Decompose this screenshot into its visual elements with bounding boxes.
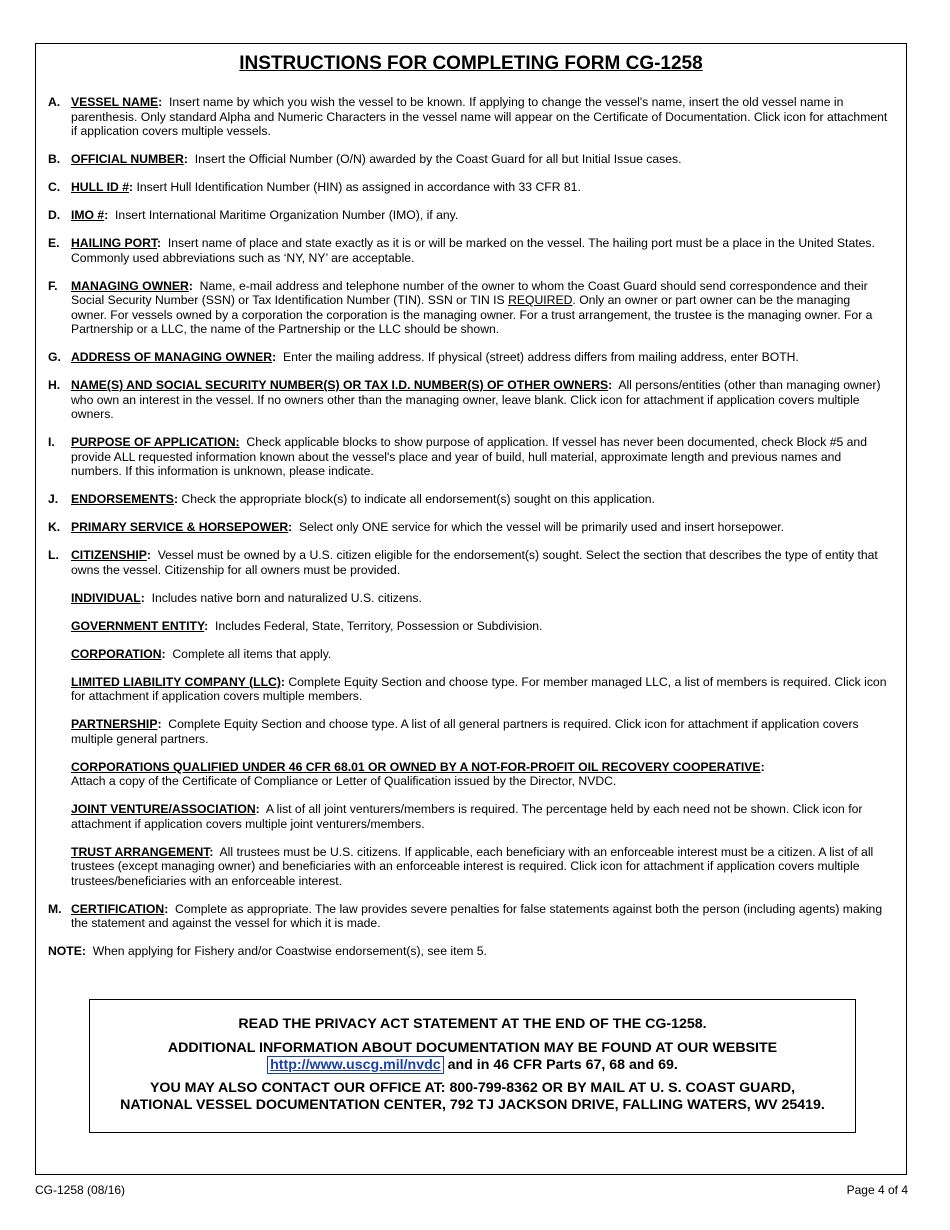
sub-text: Attach a copy of the Certificate of Compliance or Letter of Qualification issued by the Director, NVDC. — [71, 774, 617, 788]
sub-text: Includes native born and naturalized U.S. citizens. — [151, 590, 422, 605]
page-title: INSTRUCTIONS FOR COMPLETING FORM CG-1258 — [239, 53, 703, 74]
item-label: OFFICIAL NUMBER — [71, 152, 184, 166]
citizenship-corporation: CORPORATION: Complete all items that apply. — [71, 646, 332, 661]
sub-label: JOINT VENTURE/ASSOCIATION — [71, 802, 256, 816]
item-label: HAILING PORT — [71, 236, 157, 250]
item-l: L. CITIZENSHIP: Vessel must be owned by a U.S. citizen eligible for the endorsement(s) sought. Select the section that describes the type of entity that owns the vessel. Citizenship for all owners must be provided. — [48, 548, 878, 577]
citizenship-joint-venture: JOINT VENTURE/ASSOCIATION: A list of all joint venturers/members is required. The percentage held by each need not be shown. Click icon for attachment if application covers multiple joint venturers/members. — [71, 802, 863, 831]
item-i — [48, 435, 888, 479]
sub-text: A list of all joint venturers/members is required. The percentage held by each need not be shown. Click icon for attachment if application covers multiple joint venturers/members. — [71, 802, 863, 831]
item-letter: C. — [48, 180, 61, 194]
sub-text: All trustees must be U.S. citizens. If applicable, each beneficiary with an enforceable interest must be a citizen. A list of all trustees (except managing owner) and beneficiaries with an enforceable interest is required. Click icon for attachment if application covers multiple trustees/beneficiaries with an enforceable interest. — [71, 844, 874, 888]
item-letter: H. — [48, 378, 61, 392]
note-label: NOTE: — [48, 944, 86, 958]
sub-text: Complete Equity Section and choose type. A list of all general partners is required. Click icon for attachment if application covers multiple general partners. — [71, 717, 859, 746]
item-d: D. IMO #: Insert International Maritime Organization Number (IMO), if any. — [48, 208, 459, 222]
item-letter: J. — [48, 492, 59, 506]
contact-notice — [90, 1080, 855, 1113]
item-text: Insert name by which you wish the vessel to be known. If applying to change the vessel's name, insert the old vessel name in parenthesis. Only standard Alpha and Numeric Characters in the vessel name will appear on the Certificate of Documentation. Click icon for attachment if application covers multiple vessels. — [71, 95, 888, 138]
item-text: Insert International Maritime Organization Number (IMO), if any. — [115, 208, 459, 222]
item-text: Name, e-mail address and telephone number of the owner to whom the Coast Guard should send correspondence and their Social Security Number (SSN) or Tax Identification Number (TIN). SSN or TIN IS — [71, 278, 868, 307]
item-text: . Only an owner or part owner can be the managing owner. For vessels owned by a corporation the corporation is the managing owner. For a trust arrangement, the trustee is the managing owner. For a Partnership or a LLC, the name of the Partnership or the LLC should be shown. — [71, 293, 873, 336]
sub-label: INDIVIDUAL — [71, 590, 141, 605]
note — [48, 944, 888, 959]
citizenship-partnership: PARTNERSHIP: Complete Equity Section and choose type. A list of all general partners is required. Click icon for attachment if application covers multiple general partners. — [71, 717, 859, 746]
notice-box — [89, 999, 856, 1133]
item-m: M. CERTIFICATION: Complete as appropriate. The law provides severe penalties for false statements against both the person (including agents) making the statement and against the vessel for which it is made. — [48, 901, 883, 930]
item-a: A. VESSEL NAME: Insert name by which you wish the vessel to be known. If applying to change the vessel's name, insert the old vessel name in parenthesis. Only standard Alpha and Numeric Characters in the vessel name will appear on the Certificate of Documentation. Click icon for attachment if application covers multiple vessels. — [48, 95, 888, 138]
note-text: When applying for Fishery and/or Coastwise endorsement(s), see item 5. — [92, 944, 487, 958]
cfr-text: and in 46 CFR Parts 67, 68 and 69. — [443, 1056, 678, 1073]
item-j: J. ENDORSEMENTS: Check the appropriate block(s) to indicate all endorsement(s) sought on this application. — [48, 492, 655, 506]
item-c: C. HULL ID #: Insert Hull Identification Number (HIN) as assigned in accordance with 33 CFR 81. — [48, 180, 581, 194]
item-letter: K. — [48, 520, 61, 534]
website-notice — [90, 1040, 855, 1073]
sub-label: PARTNERSHIP — [71, 717, 158, 731]
item-text: Complete as appropriate. The law provides severe penalties for false statements against both the person (including agents) making the statement and against the vessel for which it is made. — [71, 901, 883, 930]
contact-line-2: NATIONAL VESSEL DOCUMENTATION CENTER, 792 TJ JACKSON DRIVE, FALLING WATERS, WV 25419. — [120, 1096, 825, 1113]
item-letter: L. — [48, 548, 59, 562]
item-label: ADDRESS OF MANAGING OWNER — [71, 350, 273, 364]
sub-label: CORPORATIONS QUALIFIED UNDER 46 CFR 68.01 OR OWNED BY A NOT-FOR-PROFIT OIL RECOVERY COOPERATIVE — [71, 759, 761, 774]
sub-label: GOVERNMENT ENTITY — [71, 618, 205, 633]
sub-label: LIMITED LIABILITY COMPANY (LLC) — [71, 674, 281, 689]
citizenship-llc: LIMITED LIABILITY COMPANY (LLC): Complete Equity Section and choose type. For member managed LLC, a list of members is required. Click icon for attachment if application covers multiple members. — [71, 674, 887, 703]
sub-text: Complete Equity Section and choose type. For member managed LLC, a list of members is required. Click icon for attachment if application covers multiple members. — [71, 674, 887, 703]
item-label: MANAGING OWNER — [71, 278, 189, 293]
item-label: IMO # — [71, 208, 105, 222]
citizenship-qualified: CORPORATIONS QUALIFIED UNDER 46 CFR 68.01 OR OWNED BY A NOT-FOR-PROFIT OIL RECOVERY COOPERATIVE: Attach a copy of the Certificate of Compliance or Letter of Qualification issued by the Director, NVDC. — [71, 759, 765, 788]
required-text: REQUIRED — [508, 293, 573, 307]
item-letter: D. — [48, 208, 61, 222]
item-g: G. ADDRESS OF MANAGING OWNER: Enter the mailing address. If physical (street) address differs from mailing address, enter BOTH. — [48, 350, 799, 364]
contact-line-1: YOU MAY ALSO CONTACT OUR OFFICE AT: 800-799-8362 OR BY MAIL AT U. S. COAST GUARD, — [149, 1080, 796, 1096]
sub-label: CORPORATION — [71, 646, 162, 661]
item-label: VESSEL NAME — [71, 95, 159, 109]
item-label: CITIZENSHIP — [71, 548, 147, 562]
item-text: All persons/entities (other than managing owner) who own an interest in the vessel. If no owners other than the managing owner, leave blank. Click icon for attachment if application covers multiple owners. — [71, 378, 881, 421]
item-text: Enter the mailing address. If physical (street) address differs from mailing address, enter BOTH. — [282, 350, 799, 364]
item-letter: I. — [48, 435, 55, 449]
citizenship-trust: TRUST ARRANGEMENT: All trustees must be U.S. citizens. If applicable, each beneficiary with an enforceable interest must be a citizen. A list of all trustees (except managing owner) and beneficiaries with an enforceable interest is required. Click icon for attachment if application covers multiple trustees/beneficiaries with an enforceable interest. — [71, 844, 874, 888]
item-text: Insert Hull Identification Number (HIN) as assigned in accordance with 33 CFR 81. — [136, 180, 581, 194]
item-letter: F. — [48, 278, 58, 293]
item-e: E. HAILING PORT: Insert name of place and state exactly as it is or will be marked on the vessel. The hailing port must be a place in the United States. Commonly used abbreviations such as ‘NY, NY’ are acceptable. — [48, 236, 875, 265]
item-letter: G. — [48, 350, 61, 364]
sub-text: Includes Federal, State, Territory, Possession or Subdivision. — [215, 618, 543, 633]
item-label: NAME(S) AND SOCIAL SECURITY NUMBER(S) OR TAX I.D. NUMBER(S) OF OTHER OWNERS — [71, 378, 609, 392]
item-letter: E. — [48, 236, 60, 250]
instructions-list — [48, 95, 888, 959]
item-letter: B. — [48, 152, 61, 166]
item-label: PURPOSE OF APPLICATION: — [71, 435, 240, 449]
form-id: CG-1258 (08/16) — [35, 1183, 126, 1197]
website-link[interactable]: http://www.uscg.mil/nvdc — [267, 1056, 444, 1074]
sub-label: TRUST ARRANGEMENT — [71, 844, 210, 859]
item-h: H. NAME(S) AND SOCIAL SECURITY NUMBER(S) OR TAX I.D. NUMBER(S) OF OTHER OWNERS: All persons/entities (other than managing owner) who own an interest in the vessel. If no owners other than the managing owner, leave blank. Click icon for attachment if application covers multiple owners. — [48, 378, 881, 421]
item-text: Select only ONE service for which the vessel will be primarily used and insert horsepower. — [299, 520, 784, 534]
page-number: Page 4 of 4 — [846, 1183, 908, 1197]
item-text: Insert the Official Number (O/N) awarded by the Coast Guard for all but Initial Issue cases. — [194, 152, 682, 166]
item-text: Insert name of place and state exactly as it is or will be marked on the vessel. The hailing port must be a place in the United States. Commonly used abbreviations such as ‘NY, NY’ are acceptable. — [71, 236, 875, 265]
item-b: B. OFFICIAL NUMBER: Insert the Official Number (O/N) awarded by the Coast Guard for all but Initial Issue cases. — [48, 152, 682, 166]
item-label: ENDORSEMENTS — [71, 492, 174, 506]
item-letter: M. — [48, 901, 62, 916]
item-f: F. MANAGING OWNER: Name, e-mail address and telephone number of the owner to whom the Coast Guard should send correspondence and their Social Security Number (SSN) or Tax Identification Number (TIN). SSN or TIN IS REQUIRED. Only an owner or part owner can be the managing owner. For vessels owned by a corporation the corporation is the managing owner. For a trust arrangement, the trustee is the managing owner. For a Partnership or a LLC, the name of the Partnership or the LLC should be shown. — [48, 278, 873, 336]
citizenship-individual: INDIVIDUAL: Includes native born and naturalized U.S. citizens. — [71, 590, 422, 605]
item-label: CERTIFICATION — [71, 901, 165, 916]
citizenship-government: GOVERNMENT ENTITY: Includes Federal, State, Territory, Possession or Subdivision. — [71, 618, 543, 633]
website-text: ADDITIONAL INFORMATION ABOUT DOCUMENTATION MAY BE FOUND AT OUR WEBSITE — [167, 1040, 778, 1056]
item-letter: A. — [48, 95, 61, 109]
item-text: Check applicable blocks to show purpose of application. If vessel has never been documented, check Block #5 and provide ALL requested information known about the vessel's place and year of build, hull material, approximate length and previous names and numbers. If this information is unknown, please indicate. — [71, 435, 867, 478]
privacy-notice: READ THE PRIVACY ACT STATEMENT AT THE END OF THE CG-1258. — [238, 1016, 707, 1032]
item-label: PRIMARY SERVICE & HORSEPOWER — [71, 520, 289, 534]
item-k: K. PRIMARY SERVICE & HORSEPOWER: Select only ONE service for which the vessel will be primarily used and insert horsepower. — [48, 520, 784, 534]
sub-text: Complete all items that apply. — [172, 646, 332, 661]
item-text: Check the appropriate block(s) to indicate all endorsement(s) sought on this application. — [181, 492, 655, 506]
item-text: Vessel must be owned by a U.S. citizen eligible for the endorsement(s) sought. Select the section that describes the type of entity that owns the vessel. Citizenship for all owners must be provided. — [71, 548, 878, 577]
item-label: HULL ID # — [71, 180, 130, 194]
